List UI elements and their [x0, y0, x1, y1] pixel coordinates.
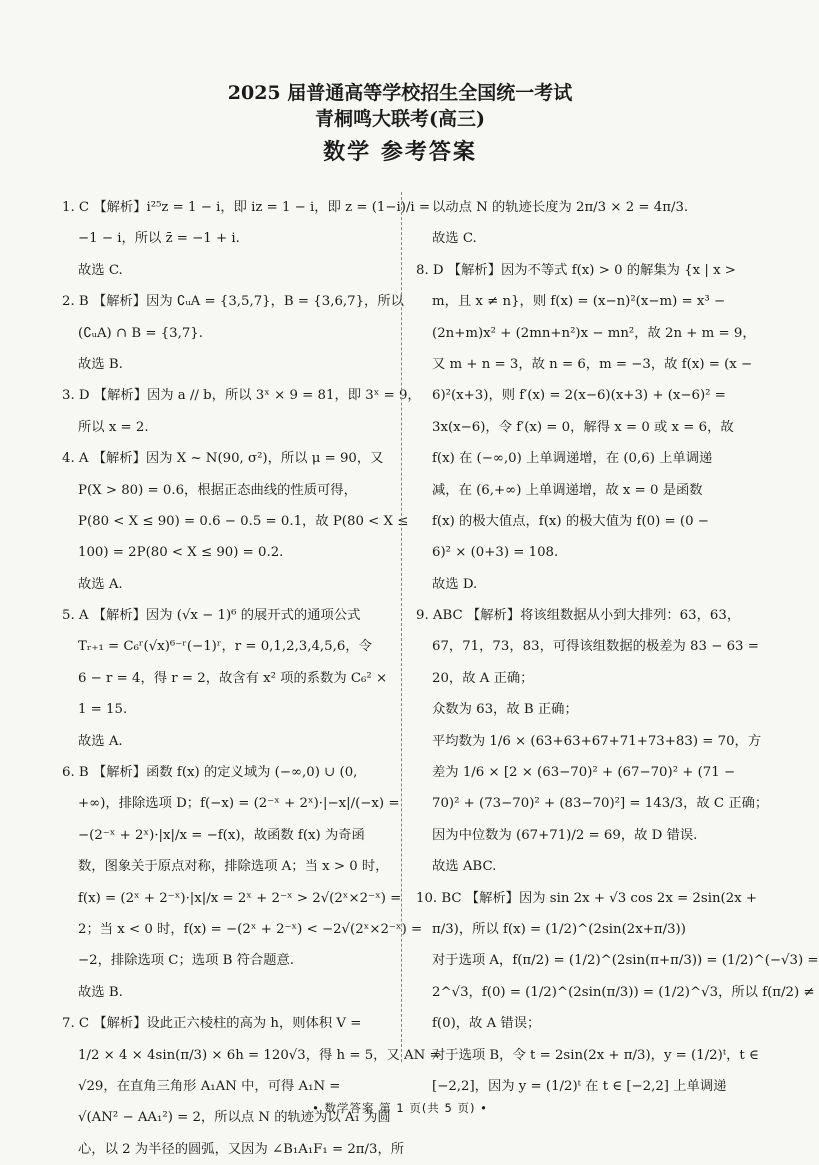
- answer-line: P(80 < X ≤ 90) = 0.6 − 0.5 = 0.1，故 P(80 < X ≤: [78, 513, 409, 529]
- answer-line: 故选 B.: [78, 356, 123, 372]
- answer-line: (2n+m)x² + (2mn+n²)x − mn²，故 2n + m = 9，: [432, 325, 756, 341]
- answer-line: f(x) = (2ˣ + 2⁻ˣ)·|x|/x = 2ˣ + 2⁻ˣ > 2√(2ˣ×2⁻ˣ) =: [78, 890, 402, 906]
- page-footer: • 数学答案 第 1 页(共 5 页) •: [312, 1101, 488, 1115]
- answer-line: 3x(x−6)，令 f′(x) = 0，解得 x = 0 或 x = 6，故: [432, 419, 734, 435]
- answer-line: −2，排除选项 C；选项 B 符合题意.: [78, 953, 295, 969]
- answer-line: 对于选项 B，令 t = 2sin(2x + π/3)，y = (1/2)ᵗ，t ∈: [432, 1047, 759, 1063]
- answer-line: 减，在 (6,+∞) 上单调递增，故 x = 0 是函数: [432, 482, 703, 498]
- answer-line: 3. D 【解析】因为 a // b，所以 3ˣ × 9 = 81，即 3ˣ = 9，: [62, 388, 421, 404]
- answer-line: 故选 ABC.: [432, 859, 497, 875]
- answer-line: 100) = 2P(80 < X ≤ 90) = 0.2.: [78, 545, 284, 561]
- answer-line: 故选 B.: [78, 984, 123, 1000]
- answer-line: 6. B 【解析】函数 f(x) 的定义域为 (−∞,0) ∪ (0,: [62, 765, 358, 781]
- answer-line: 20，故 A 正确；: [432, 670, 534, 686]
- answer-line: 所以 x = 2.: [78, 419, 149, 435]
- answer-line: 67，71，73，83，可得该组数据的极差为 83 − 63 =: [432, 639, 759, 655]
- answer-line: 故选 A.: [78, 576, 123, 592]
- answer-line: −1 − i，所以 z̄ = −1 + i.: [78, 231, 240, 247]
- column-divider: [401, 192, 402, 1062]
- answer-line: +∞)，排除选项 D；f(−x) = (2⁻ˣ + 2ˣ)·|−x|/(−x) =: [78, 796, 400, 812]
- answer-line: −(2⁻ˣ + 2ˣ)·|x|/x = −f(x)，故函数 f(x) 为奇函: [78, 827, 365, 843]
- answer-line: 因为中位数为 (67+71)/2 = 69，故 D 错误.: [432, 827, 698, 843]
- answer-line: 平均数为 1/6 × (63+63+67+71+73+83) = 70，方: [432, 733, 762, 749]
- answer-line: 又 m + n = 3，故 n = 6，m = −3，故 f(x) = (x −: [432, 356, 753, 372]
- answer-line: 8. D 【解析】因为不等式 f(x) > 0 的解集为 {x | x >: [416, 262, 736, 278]
- answer-line: 心，以 2 为半径的圆弧，又因为 ∠B₁A₁F₁ = 2π/3，所: [78, 1141, 405, 1157]
- answer-line: 故选 A.: [78, 733, 123, 749]
- answer-line: f(0)，故 A 错误；: [432, 1016, 541, 1032]
- answer-line: 故选 C.: [78, 262, 123, 278]
- answer-line: f(x) 在 (−∞,0) 上单调递增，在 (0,6) 上单调递: [432, 451, 713, 467]
- answer-line: π/3)，所以 f(x) = (1/2)^(2sin(2x+π/3)): [432, 921, 686, 937]
- exam-subtitle: 青桐鸣大联考(高三): [315, 108, 485, 130]
- answer-line: 故选 D.: [432, 576, 478, 592]
- answer-line: 对于选项 A，f(π/2) = (1/2)^(2sin(π+π/3)) = (1/2)^(−√3) =: [432, 953, 819, 969]
- answer-line: √(AN² − AA₁²) = 2，所以点 N 的轨迹为以 A₁ 为圆: [78, 1110, 391, 1126]
- answer-line: 以动点 N 的轨迹长度为 2π/3 × 2 = 4π/3.: [432, 200, 689, 215]
- answer-line: √29，在直角三角形 A₁AN 中，可得 A₁N =: [78, 1078, 341, 1094]
- answer-line: 9. ABC 【解析】将该组数据从小到大排列：63，63，: [416, 608, 741, 624]
- answer-line: 6)² × (0+3) = 108.: [432, 545, 559, 561]
- answer-line: Tᵣ₊₁ = C₆ʳ(√x)⁶⁻ʳ(−1)ʳ，r = 0,1,2,3,4,5,6，令: [78, 639, 372, 655]
- answer-line: P(X > 80) = 0.6，根据正态曲线的性质可得，: [78, 482, 357, 498]
- answer-line: [−2,2]，因为 y = (1/2)ᵗ 在 t ∈ [−2,2] 上单调递: [432, 1078, 727, 1094]
- answer-line: 4. A 【解析】因为 X ~ N(90, σ²)，所以 μ = 90，又: [62, 451, 384, 467]
- answer-line: 5. A 【解析】因为 (√x − 1)⁶ 的展开式的通项公式: [62, 608, 361, 624]
- answer-line: f(x) 的极大值点，f(x) 的极大值为 f(0) = (0 −: [432, 513, 709, 529]
- answer-line: 2；当 x < 0 时，f(x) = −(2ˣ + 2⁻ˣ) < −2√(2ˣ×2⁻ˣ) =: [78, 921, 423, 937]
- answer-line: 2. B 【解析】因为 ∁ᵤA = {3,5,7}，B = {3,6,7}，所以: [62, 294, 404, 310]
- right-column: [416, 192, 819, 1102]
- answer-line: 6 − r = 4，得 r = 2，故含有 x² 项的系数为 C₆² ×: [78, 670, 388, 686]
- answer-line: 1 = 15.: [78, 702, 128, 718]
- answer-line: 数，图象关于原点对称，排除选项 A；当 x > 0 时，: [78, 859, 389, 875]
- exam-title: 2025 届普通高等学校招生全国统一考试: [227, 82, 573, 104]
- answer-line: 1. C 【解析】i²⁵z = 1 − i，即 iz = 1 − i，即 z = (1−i)/i =: [62, 200, 431, 215]
- answer-line: (∁ᵤA) ∩ B = {3,7}.: [78, 325, 203, 341]
- answer-line: 6)²(x+3)，则 f′(x) = 2(x−6)(x+3) + (x−6)² =: [432, 388, 726, 404]
- answer-line: 70)² + (73−70)² + (83−70)²] = 143/3，故 C 正确；: [432, 796, 769, 812]
- answer-line: 众数为 63，故 B 正确；: [432, 702, 578, 718]
- answer-line: 1/2 × 4 × 4sin(π/3) × 6h = 120√3，得 h = 5，又 AN =: [78, 1047, 441, 1063]
- answer-line: m，且 x ≠ n}，则 f(x) = (x−n)²(x−m) = x³ −: [432, 294, 726, 310]
- answer-line: 10. BC 【解析】因为 sin 2x + √3 cos 2x = 2sin(2x +: [416, 890, 758, 906]
- answer-line: 故选 C.: [432, 231, 477, 247]
- answer-line: 2^√3，f(0) = (1/2)^(2sin(π/3)) = (1/2)^√3，所以 f(π/2) ≠: [432, 984, 815, 1000]
- answer-line: 差为 1/6 × [2 × (63−70)² + (67−70)² + (71 −: [432, 765, 736, 781]
- answer-key-heading: 数学 参考答案: [323, 139, 477, 165]
- answer-line: 7. C 【解析】设此正六棱柱的高为 h，则体积 V =: [62, 1016, 362, 1032]
